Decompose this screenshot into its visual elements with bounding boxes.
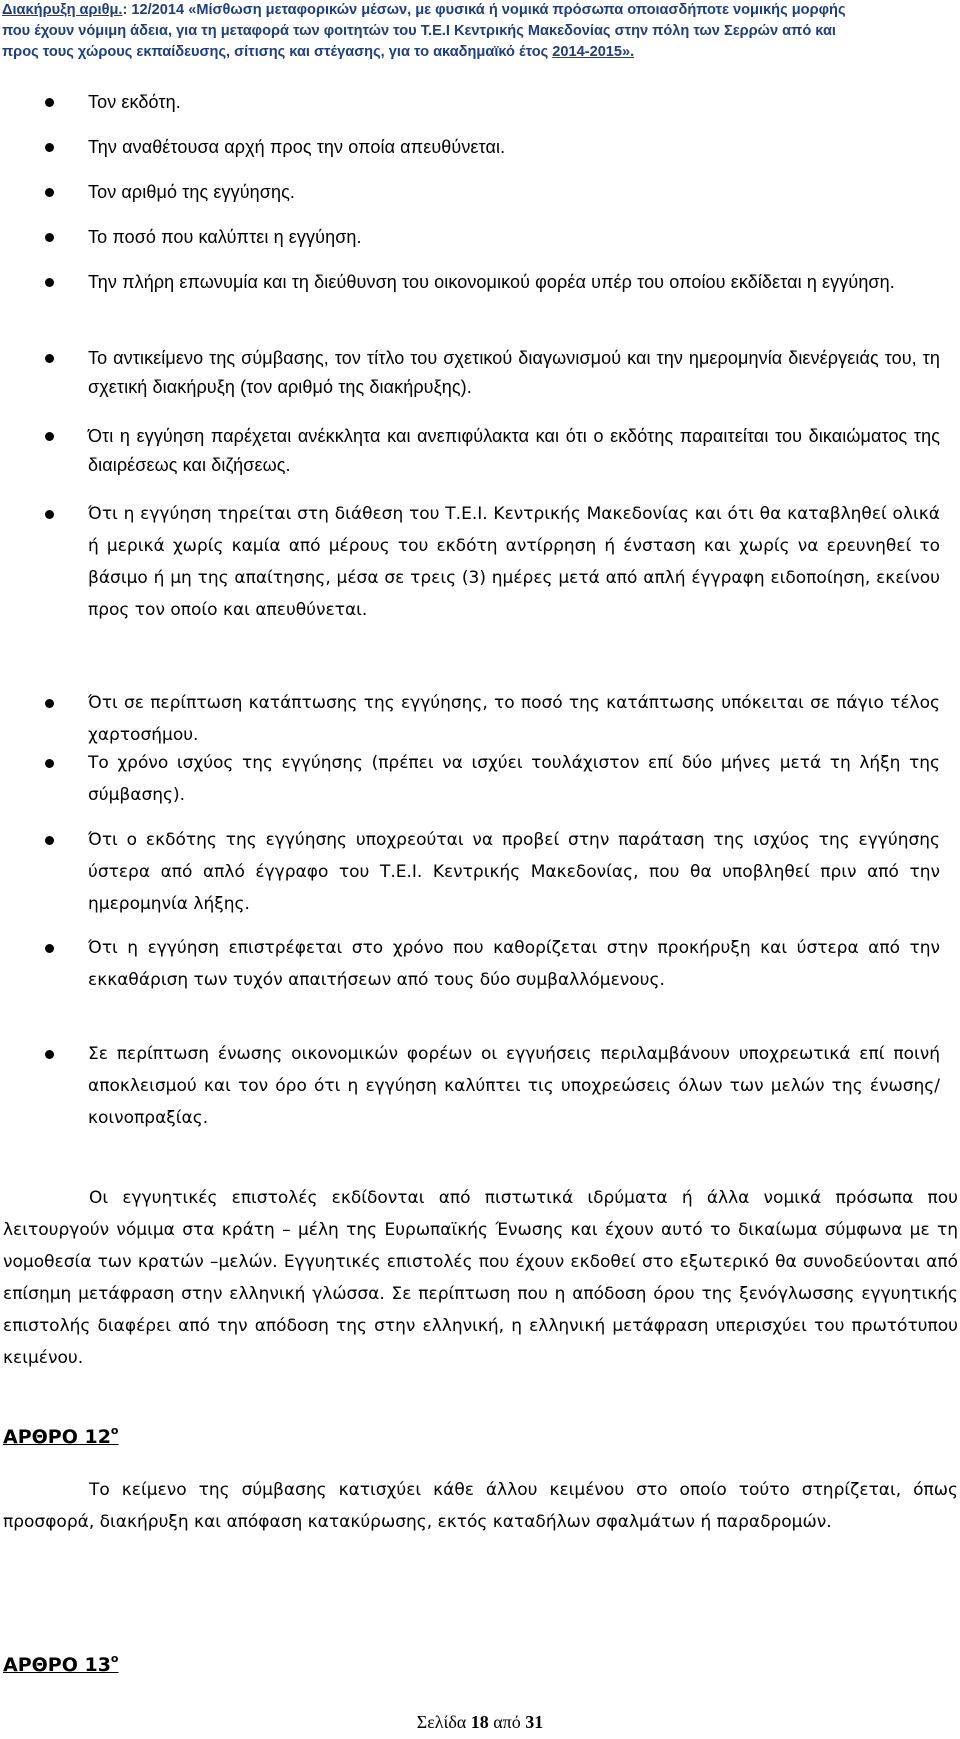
footer-prefix: Σελίδα (416, 1712, 471, 1732)
list-item (88, 687, 940, 751)
list-item-text: Την αναθέτουσα αρχή προς την οποία απευθύνεται. (88, 137, 506, 157)
page-footer (0, 1712, 960, 1733)
foreign-guarantees-paragraph: Οι εγγυητικές επιστολές εκδίδονται από πιστωτικά ιδρύματα ή άλλα νομικά πρόσωπα που λειτουργούν νόμιμα στα κράτη – μέλη της Ευρωπαϊκής Ένωσης και έχουν αυτό το δικαίωμα σύμφωνα με τη νομοθεσία των κρατών –μελών. Εγγυητικές επιστολές που έχουν εκδοθεί στο εξωτερικό θα συνοδεύονται από επίσημη μετάφραση στην ελληνική γλώσσα. Σε περίπτωση που η απόδοση όρου της ξενόγλωσσης εγγυητικής επιστολής διαφέρει από την απόδοση της στην ελληνική, η ελληνική μετάφραση υπερισχύει του πρωτότυπου κειμένου. (3, 1188, 958, 1368)
header-label: Διακήρυξη αριθμ. (2, 2, 123, 18)
bullet-icon (45, 143, 54, 152)
footer-page-number: 18 (470, 1712, 489, 1732)
list-item (88, 133, 940, 162)
header-line-2: που έχουν νόμιμη άδεια, για τη μεταφορά των φοιτητών του Τ.Ε.Ι Κεντρικής Μακεδονίας στην πόλη των Σερρών από και (2, 23, 836, 39)
list-item (88, 88, 940, 117)
header-line-1 (2, 0, 952, 21)
list-item-text: Το χρόνο ισχύος της εγγύησης (πρέπει να ισχύει τουλάχιστον επί δύο μήνες μετά τη λήξη της σύμβασης). (88, 753, 940, 805)
list-item-text: Ότι η εγγύηση παρέχεται ανέκκλητα και ανεπιφύλακτα και ότι ο εκδότης παραιτείται του δικαιώματος της διαιρέσεως και διζήσεως. (88, 426, 940, 475)
list-item-text: Ότι η εγγύηση τηρείται στη διάθεση του Τ.Ε.Ι. Κεντρικής Μακεδονίας και ότι θα καταβληθεί ολικά ή μερικά χωρίς καμία από μέρους του εκδότη αντίρρηση ή ένσταση και χωρίς να ερευνηθεί το βάσιμο ή μη της απαίτησης, μέσα σε τρεις (3) ημέρες μετά από απλή έγγραφη ειδοποίηση, εκείνου προς τον οποίο και απευθύνεται. (88, 504, 940, 620)
list-item (88, 223, 940, 252)
bullet-icon (45, 836, 54, 845)
list-item (88, 268, 940, 297)
bullet-icon (45, 98, 54, 107)
header-year: 2014-2015». (552, 44, 635, 60)
bullet-icon (45, 233, 54, 242)
list-item-text: Το αντικείμενο της σύμβασης, τον τίτλο του σχετικού διαγωνισμού και την ημερομηνία διενέργειάς του, τη σχετική διακήρυξη (τον αριθμό της διακήρυξης). (88, 348, 940, 397)
bullet-icon (45, 759, 54, 768)
list-item (88, 747, 940, 811)
list-item-text: Ότι η εγγύηση επιστρέφεται στο χρόνο που καθορίζεται στην προκήρυξη και ύστερα από την εκκαθάριση των τυχόν απαιτήσεων από τους δύο συμβαλλόμενους. (88, 938, 940, 990)
list-item (88, 344, 940, 402)
bullet-icon (45, 944, 54, 953)
article-13-heading (3, 1652, 118, 1676)
list-item-text: Την πλήρη επωνυμία και τη διεύθυνση του οικονομικού φορέα υπέρ του οποίου εκδίδεται η εγγύηση. (88, 272, 895, 292)
list-item (88, 178, 940, 207)
list-item (88, 932, 940, 996)
article-12-heading (3, 1424, 118, 1448)
article-12-superscript: ο (110, 1424, 119, 1437)
bullet-icon (45, 432, 54, 441)
bullet-icon (45, 510, 54, 519)
list-item (88, 422, 940, 480)
article-13-title: ΑΡΘΡΟ 13 (3, 1654, 111, 1676)
document-header (2, 0, 952, 63)
list-item-text: Τον αριθμό της εγγύησης. (88, 182, 295, 202)
list-item (88, 1038, 940, 1134)
bullet-icon (45, 278, 54, 287)
article-13-superscript: ο (110, 1652, 119, 1665)
header-line-3-text: προς τους χώρους εκπαίδευσης, σίτισης και στέγασης, για το ακαδημαϊκό έτος (2, 44, 553, 60)
footer-total-pages: 31 (525, 1712, 544, 1732)
header-line-1-text: : 12/2014 «Μίσθωση μεταφορικών μέσων, με φυσικά ή νομικά πρόσωπα οποιασδήποτε νομικής μορφής (122, 2, 846, 18)
header-line-3 (2, 42, 952, 63)
list-item-text: Ότι σε περίπτωση κατάπτωσης της εγγύησης, το ποσό της κατάπτωσης υπόκειται σε πάγιο τέλος χαρτοσήμου. (88, 693, 940, 745)
contract-precedence-paragraph: Το κείμενο της σύμβασης κατισχύει κάθε άλλου κειμένου στο οποίο τούτο στηρίζεται, όπως προσφορά, διακήρυξη και απόφαση κατακύρωσης, εκτός καταδήλων σφαλμάτων ή παραδρομών. (3, 1480, 958, 1532)
list-item-text: Σε περίπτωση ένωσης οικονομικών φορέων οι εγγυήσεις περιλαμβάνουν υποχρεωτικά επί ποινή αποκλεισμού και τον όρο ότι η εγγύηση καλύπτει τις υποχρεώσεις όλων των μελών της ένωσης/κοινοπραξίας. (88, 1044, 940, 1128)
list-item (88, 498, 940, 626)
bullet-icon (45, 188, 54, 197)
list-item (88, 824, 940, 920)
bullet-icon (45, 1050, 54, 1059)
footer-middle: από (488, 1712, 526, 1732)
list-item-text: Τον εκδότη. (88, 92, 181, 112)
list-item-text: Ότι ο εκδότης της εγγύησης υποχρεούται να προβεί στην παράταση της ισχύος της εγγύησης ύστερα από απλό έγγραφο του Τ.Ε.Ι. Κεντρικής Μακεδονίας, που θα υποβληθεί πριν από την ημερομηνία λήξης. (88, 830, 940, 914)
list-item-text: Το ποσό που καλύπτει η εγγύηση. (88, 227, 362, 247)
article-12-title: ΑΡΘΡΟ 12 (3, 1426, 111, 1448)
bullet-icon (45, 354, 54, 363)
bullet-icon (45, 699, 54, 708)
